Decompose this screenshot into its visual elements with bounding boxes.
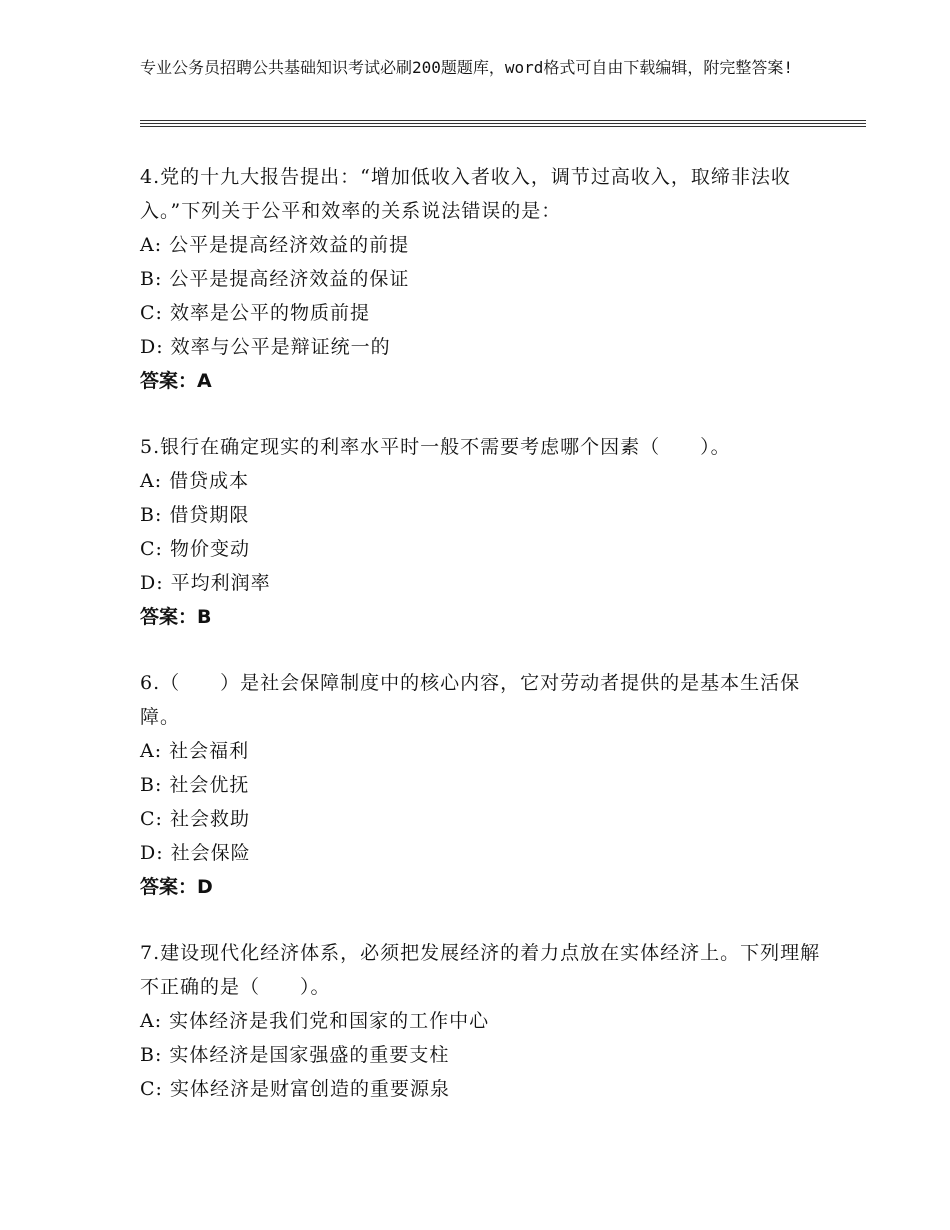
question-text: 7.建设现代化经济体系，必须把发展经济的着力点放在实体经济上。下列理解不正确的是（ ）。 — [140, 942, 821, 998]
question-list — [140, 160, 830, 1138]
option-b: B: 实体经济是国家强盛的重要支柱 — [140, 1044, 450, 1066]
option-d: D: 平均利润率 — [140, 572, 271, 594]
option-c: C: 社会救助 — [140, 808, 250, 830]
question-text: 5.银行在确定现实的利率水平时一般不需要考虑哪个因素（ ）。 — [140, 436, 731, 458]
question-4 — [140, 160, 830, 398]
document-header: 专业公务员招聘公共基础知识考试必刷200题题库，word格式可自由下载编辑，附完整答案! — [140, 58, 794, 77]
option-d: D: 效率与公平是辩证统一的 — [140, 336, 391, 358]
question-text: 4.党的十九大报告提出：“增加低收入者收入，调节过高收入，取缔非法收入。”下列关于公平和效率的关系说法错误的是： — [140, 166, 791, 222]
header-divider-line — [140, 123, 866, 124]
answer: 答案：D — [140, 876, 213, 898]
option-c: C: 效率是公平的物质前提 — [140, 302, 370, 324]
answer: 答案：A — [140, 370, 212, 392]
header-divider-line — [140, 120, 866, 121]
option-c: C: 实体经济是财富创造的重要源泉 — [140, 1078, 450, 1100]
header-divider-line — [140, 126, 866, 127]
option-c: C: 物价变动 — [140, 538, 250, 560]
question-5 — [140, 430, 830, 634]
option-b: B: 公平是提高经济效益的保证 — [140, 268, 410, 290]
question-text: 6.（ ）是社会保障制度中的核心内容，它对劳动者提供的是基本生活保障。 — [140, 672, 801, 728]
option-a: A: 实体经济是我们党和国家的工作中心 — [140, 1010, 490, 1032]
answer: 答案：B — [140, 606, 212, 628]
option-a: A: 借贷成本 — [140, 470, 250, 492]
option-b: B: 社会优抚 — [140, 774, 250, 796]
option-d: D: 社会保险 — [140, 842, 251, 864]
question-6 — [140, 666, 830, 904]
question-7 — [140, 936, 830, 1106]
option-a: A: 公平是提高经济效益的前提 — [140, 234, 410, 256]
option-a: A: 社会福利 — [140, 740, 250, 762]
option-b: B: 借贷期限 — [140, 504, 250, 526]
